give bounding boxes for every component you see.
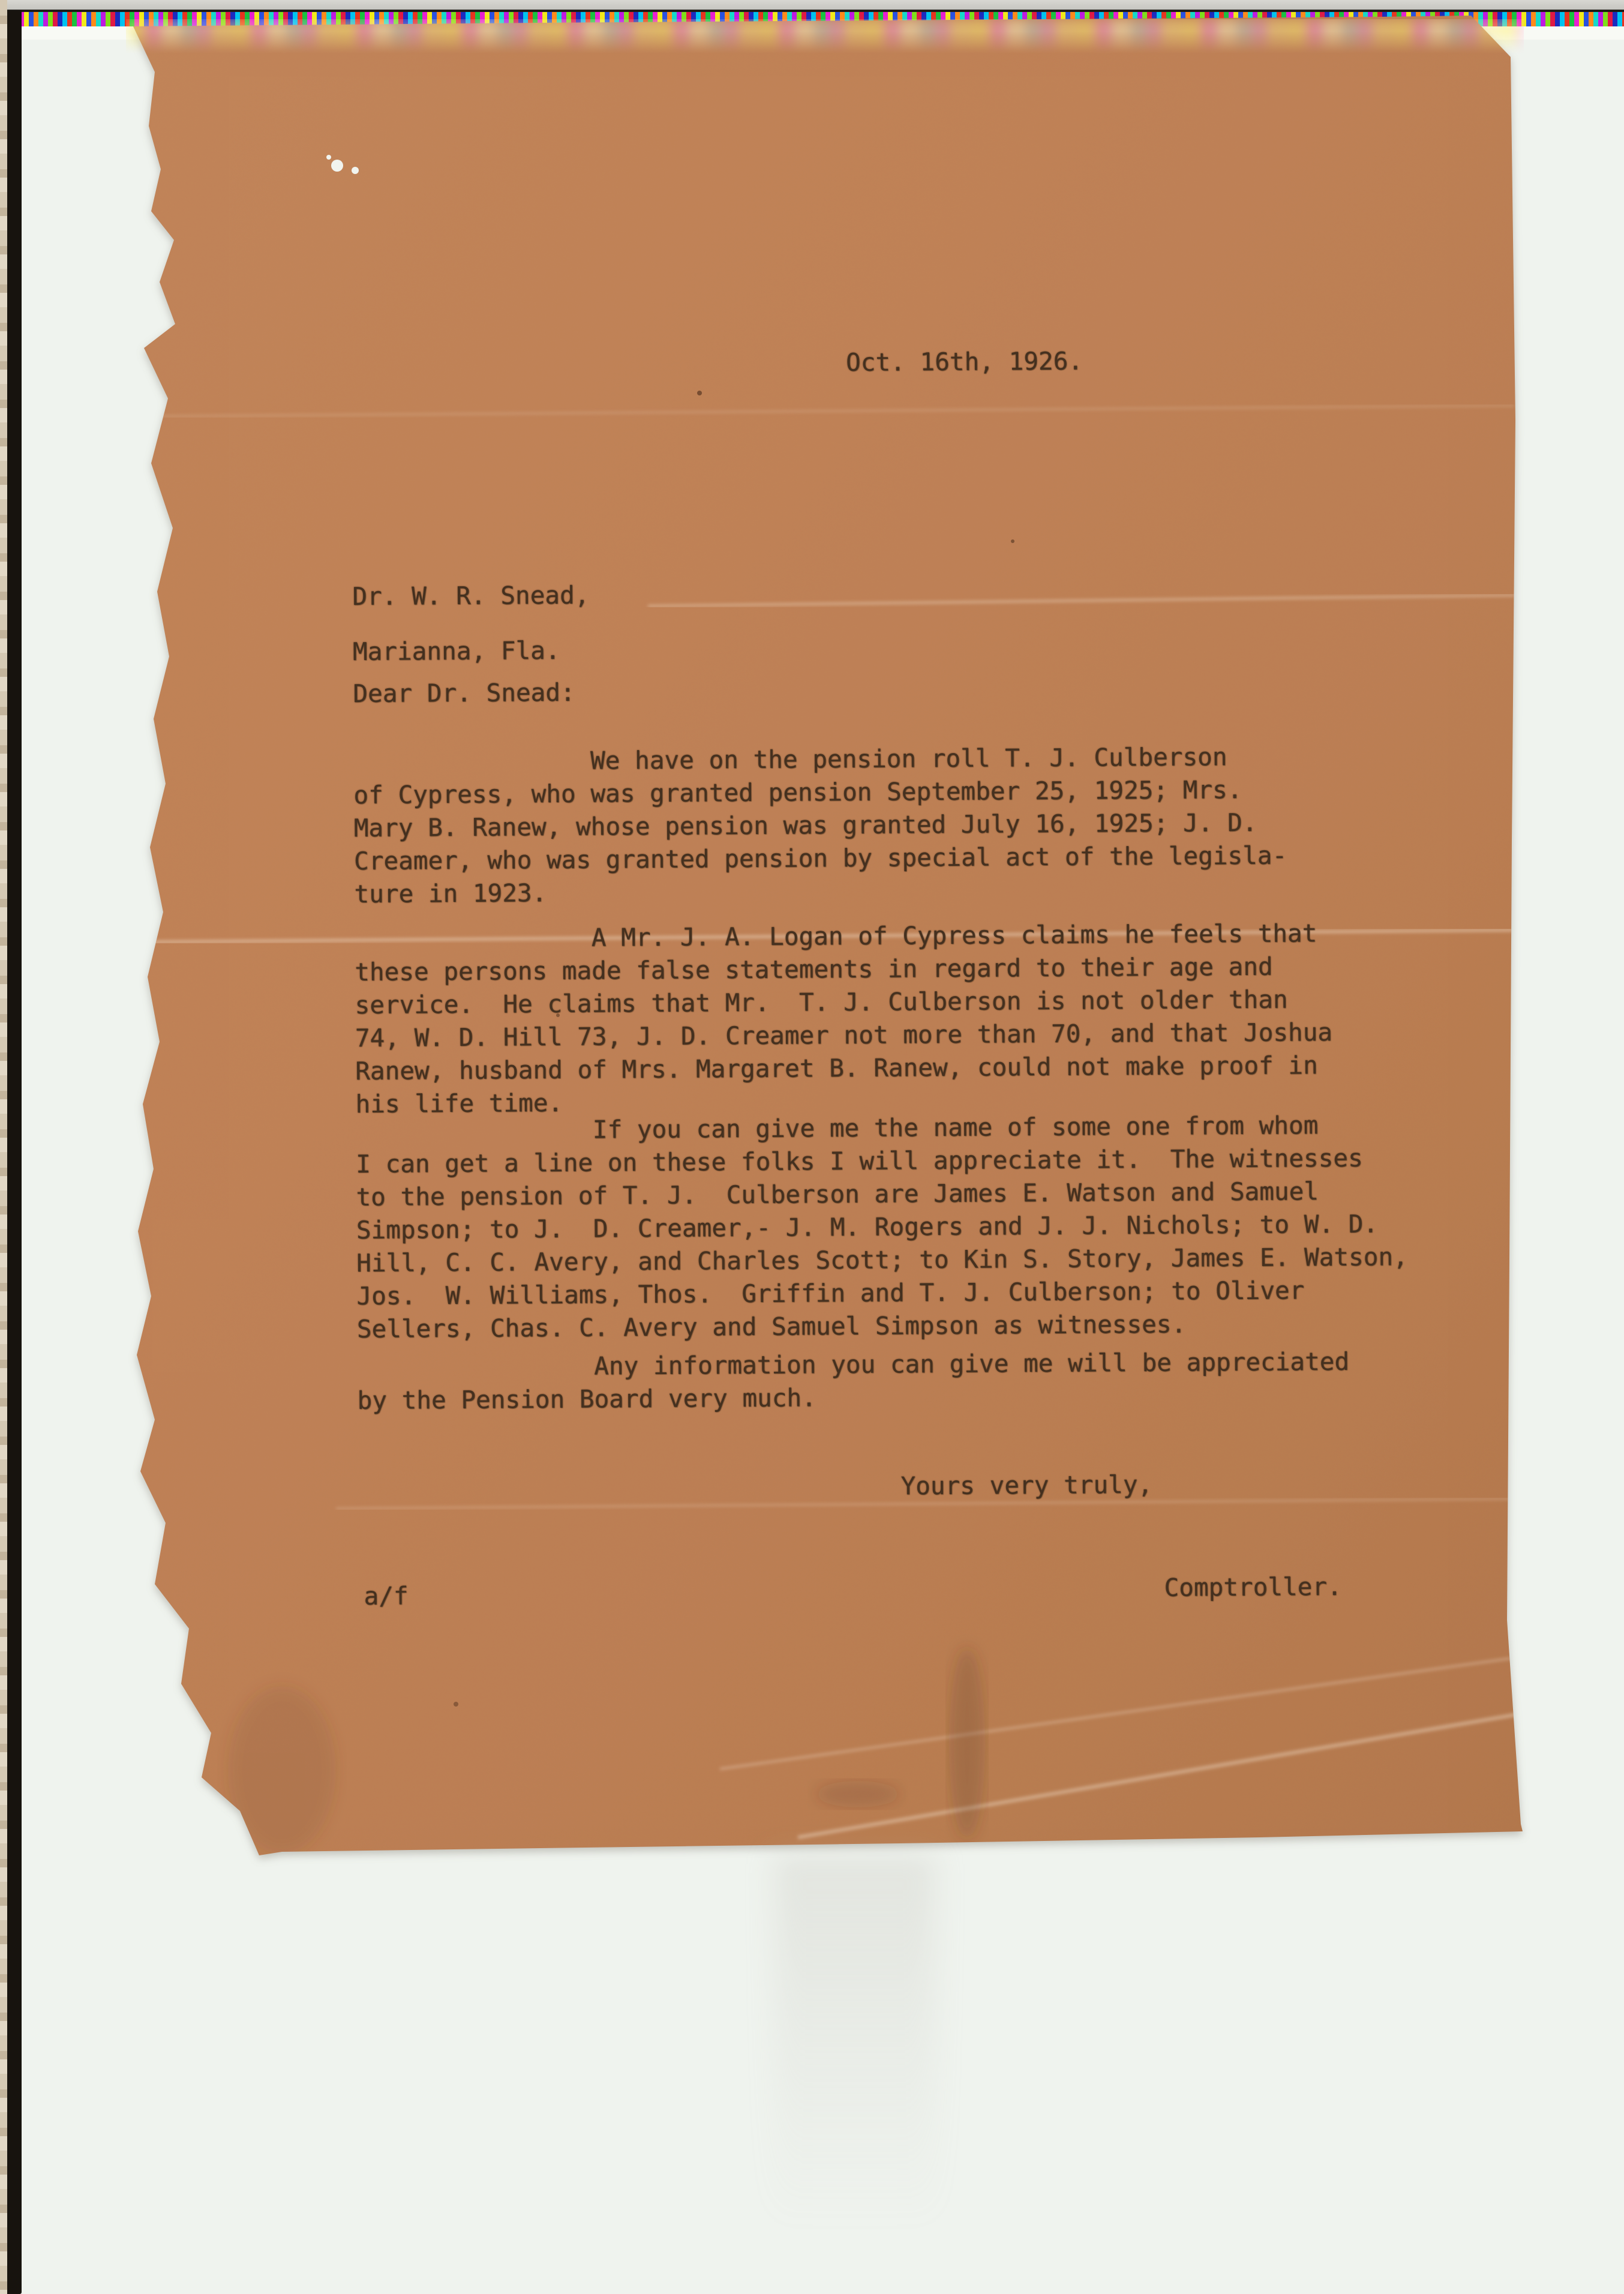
body-paragraph-3: If you can give me the name of some one from whom I can get a line on these folks I will appreciate it. The witnesses to the pension of T. J. Culberson are James E. Watson and Samuel Simpson; to J. D. Creamer,- J. M. Rogers and J. J. Nichols; to W. D. Hill, C. C. Avery, and Charles Scott; to Kin S. Story, James E. Watson, Jos. W. Williams, Thos. Griffin and T. J. Culberson; to Oliver Sellers, Chas. C. Avery and Samuel Simpson as witnesses. — [355, 1111, 1408, 1344]
body-paragraph-1: We have on the pension roll T. J. Culberson of Cypress, who was granted pension September 25, 1925; Mrs. Mary B. Ranew, whose pension was granted July 16, 1925; J. D. Creamer, who was granted pension by special act of the legisla- ture in 1923. — [353, 742, 1287, 909]
salutation: Dear Dr. Snead: — [353, 677, 575, 709]
recipient-address: Dr. W. R. Snead, Marianna, Fla. — [352, 580, 590, 667]
date-line: Oct. 16th, 1926. — [845, 346, 1083, 377]
closing-valediction: Yours very truly, — [900, 1470, 1153, 1501]
body-paragraph-4: Any information you can give me will be appreciated by the Pension Board very much. — [357, 1347, 1350, 1416]
body-paragraph-2: A Mr. J. A. Logan of Cypress claims he feels that these persons made false statements in regard to their age and service. He claims that Mr. T. J. Culberson is not older than 74, W. D. Hill 73, J. D. Creamer not more than 70, and that Joshua Ranew, husband of Mrs. Margaret B. Ranew, could not make proof in his life time. — [354, 919, 1333, 1119]
signature-title: Comptroller. — [1164, 1572, 1342, 1602]
typist-initials: a/f — [364, 1581, 409, 1611]
